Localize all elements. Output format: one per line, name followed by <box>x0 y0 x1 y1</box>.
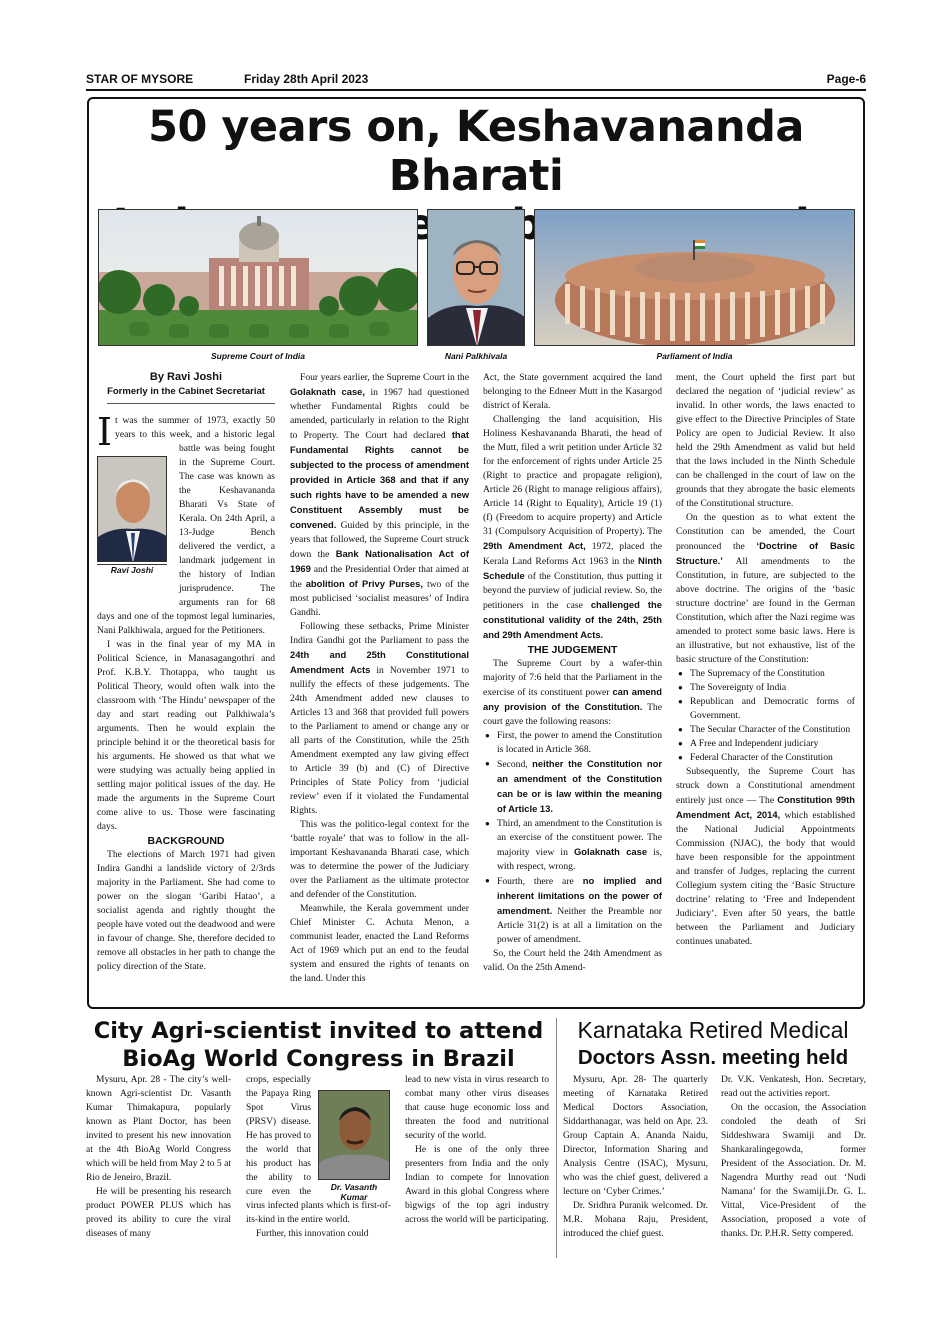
parliament-photo <box>534 209 855 346</box>
text-run: Second, <box>497 759 533 770</box>
emphasis: Ninth Schedule <box>483 555 662 581</box>
emphasis: 29th Amendment Act, <box>483 540 586 551</box>
lead-col1-paragraph-1: t was the summer of 1973, exactly 50 years to this week, and a historic legal battle was being fought in the Supreme Court. The case was known as the Keshavananda Bharati Vs State of Kerala. On 24th April, a 13-Judge Bench delivered the verdict, a landmark judgement in the history of Indian jurisprudence. The arguments ran for 68 days and one of the topmost legal luminaries, Nani Palkhiwala, argued for the Petitioners. <box>97 415 275 636</box>
photo-spacer <box>315 1073 391 1191</box>
lead-column-3 <box>483 371 662 975</box>
text-run: Four years earlier, the Supreme Court in the <box>300 372 469 383</box>
text-run: Neither the Preamble nor Article 31(2) is at all a limitation on the power of amendment. <box>497 906 662 945</box>
list-item: ● First, the power to amend the Constitution is located in Article 368. <box>483 729 662 757</box>
lead-col2-paragraph-4: Meanwhile, the Kerala government under Chief Minister C. Achuta Menon, a communist leader, enacted the Land Reforms Act of 1969 which put an end to the feudal system and ensured the rights of tenants on the land. Under this <box>290 903 469 984</box>
emphasis: Constitution 99th Amendment Act, 2014, <box>676 794 855 820</box>
nani-palkhivala-photo <box>427 209 525 346</box>
story3-column-2 <box>721 1073 866 1241</box>
byline <box>97 369 275 399</box>
emphasis: that Fundamental Rights cannot be subjected to the process of amendment provided in Article 368 and that if any such rights have to be amended a new Constituent Assembly must be convened. <box>290 429 469 530</box>
list-item <box>483 757 662 817</box>
story2-col2-paragraph-2: Further, this innovation could <box>256 1229 369 1239</box>
story2-col2-paragraph-1: crops, especially the Papaya Ring Spot Virus (PRSV) disease. He has proved to the world that his product has the ability to cure even the virus infected plants which is first-of-its-kind in the entire world. <box>246 1075 391 1225</box>
text-run: Third, an amendment to the Constitution is an exercise of the constituent power. The majority view in <box>497 818 662 858</box>
story3-headline-line-1: Karnataka Retired Medical <box>577 1017 849 1043</box>
list-item: ● Republican and Democratic forms of Government. <box>676 695 855 723</box>
story3-col1-paragraph-2: Dr. Sridhra Puranik welcomed. Dr. M.R. Mohana Raju, President, introduced the chief guest. <box>563 1201 708 1239</box>
lead-col1-paragraph-3: The elections of March 1971 had given Indira Gandhi a landslide victory of 2/3rds majority in the Parliament. She had come to power on the slogan ‘Garibi Hatao’, a socialist agenda and rightly thought the people have voted out the deadwood and were in favour of change. She, therefore decided to remove all obstacles in her path to change the policy direction of the State. <box>97 849 275 972</box>
story3-headline <box>560 1017 866 1071</box>
story3-headline-line-2: Doctors Assn. meeting held <box>577 1046 849 1069</box>
text-run: in 1967 had questioned whether Fundamental Rights could be amended, particularly in relation to the Right to Property. The Court had declared <box>290 387 469 441</box>
column-divider <box>556 1018 557 1258</box>
text-run: Subsequently, the Supreme Court has struck down a Constitutional amendment entirely just once — The <box>676 766 855 806</box>
text-run: is, with respect, wrong. <box>497 847 662 872</box>
story3-col1-paragraph-1: Mysuru, Apr. 28- The quarterly meeting of Karnataka Retired Medical Doctors Association, Siddarthanagar, was held on Apr. 23. Group Captain A. Ananda Naidu, Director, Information Sharing and Analysis Centre (ISAC), Mysuru, who was the chief guest, delivered a lecture on ‘Cyber Crimes.’ <box>563 1075 708 1197</box>
lead-column-4 <box>676 371 855 949</box>
lead-col1-paragraph-2: I was in the final year of my MA in Political Science, in Manasagangothri and Prof. K.B.Y. Thotappa, who taught us Political Theory, would often walk into the classroom with ‘The Hindu’ newspaper of the day and start reading out Palkhiwala’s arguments. Then he would explain the principle behind it or the theoretical basis for his arguments. He showed us that what we were studying was actually being applied in settling major political issues of the day. He made the arguments in the Supreme Court come alive to us. Those were fascinating days. <box>97 639 275 832</box>
lead-col4-paragraph-1: ment, the Court upheld the first part but declared the negation of ‘judicial review’ as invalid. In other words, the laws enacted to give effect to the Directive Principles of State Policy are open to Judicial Review. It also held the 29th Amendment as valid but held that the laws included in the Ninth Schedule can be challenged in the court of law on the grounds that they abrogate the basic elements of the Constitutional structure. <box>676 372 855 509</box>
text-run: two of the most publicised ‘socialist measures’ of Indira Gandhi. <box>290 579 469 618</box>
byline-rule <box>107 403 275 404</box>
text-run: in November 1971 to nullify the effects of these judgements. The 24th Amendment added new clauses to Articles 13 and 368 that provided full powers to the Parliament to amend or change any or all parts of the Constitution, while the 25th Amendment exempted any law giving effect to Article 39 (b) and (C) of Directive Principles of State Policy from ‘judicial review’ even if it violated the Fundamental Rights. <box>290 665 469 816</box>
inset-photo-spacer <box>97 449 173 601</box>
list-item: ● A Free and Independent judiciary <box>676 737 855 751</box>
judgement-reasons-list <box>483 729 662 947</box>
story2-column-1 <box>86 1073 231 1241</box>
photo-caption-palkhivala: Nani Palkhivala <box>444 351 508 361</box>
text-run: Guided by this principle, in the years that followed, the Supreme Court struck down the <box>290 520 469 560</box>
story2-headline <box>86 1017 551 1073</box>
subhead-the-judgement: THE JUDGEMENT <box>527 644 618 656</box>
photo-caption-vasanth-kumar: Dr. Vasanth Kumar <box>330 1182 378 1202</box>
story3-col2-paragraph-1: Dr. V.K. Venkatesh, Hon. Secretary, read out the activities report. <box>721 1075 866 1099</box>
lead-col4-paragraph-3 <box>676 765 855 949</box>
lead-col3-paragraph-1: Act, the State government acquired the land belonging to the Edneer Mutt in the Kasargod district of Kerala. <box>483 372 662 411</box>
text-run: and the Presidential Order that aimed at the <box>290 564 469 590</box>
lead-col2-paragraph-1 <box>290 371 469 620</box>
text-run: of the Constitution, thus putting it beyond the purview of judicial review. So, the petitioners in the case <box>483 571 662 611</box>
emphasis: Golaknath case <box>574 846 648 857</box>
emphasis: no implied and inherent limitations on the power of amendment. <box>497 875 662 916</box>
emphasis: abolition of Privy Purses, <box>305 578 423 589</box>
emphasis: Bank Nationalisation Act of 1969 <box>290 548 469 574</box>
list-item: ● The Sovereignty of India <box>676 681 855 695</box>
text-run: Following these setbacks, Prime Minister Indira Gandhi got the Parliament to pass the <box>290 621 469 646</box>
text-run: On the question as to what extent the Constitution can be amended, the Court pronounced the <box>676 512 855 552</box>
list-item: ● The Secular Character of the Constitution <box>676 723 855 737</box>
story2-col1-paragraph-2: He will be presenting his research product POWER PLUS which has proved its ability to cure the viral diseases of many <box>86 1187 231 1239</box>
lead-col2-paragraph-3: This was the politico-legal context for the ‘battle royale’ that was to follow in the all-important Keshavananda Bharati case, which was to determine the power of the Judiciary over the Parliament as the ultimate protector and defender of the Constitution. <box>290 819 469 900</box>
emphasis: ‘Doctrine of Basic Structure.’ <box>676 540 855 566</box>
text-run: All amendments to the Constitution, in future, are subjected to the above doctrine. The origins of the ‘basic structure doctrine’ are found in the German Constitution, which after the Nazi regime was amended to protect some basic laws. Here is an illustrative, but not exhaustive, list of the basic structure of the Constitution: <box>676 556 855 665</box>
story2-headline-line-1: City Agri-scientist invited to attend <box>93 1018 544 1044</box>
text-run: which established the National Judicial Appointments Commission (NJAC), the body that would have been responsible for the appointment and transfer of Judges, replacing the current Collegium system citing the ‘Basic Structure doctrine’ relating to ‘Free and Independent Judiciary’. Even after 50 years, the battle between the Parliament and Judiciary continues unabated. <box>676 810 855 947</box>
text-run: The court gave the following reasons: <box>483 702 662 727</box>
list-item <box>483 874 662 947</box>
story3-column-1 <box>563 1073 708 1241</box>
text-run: 1972, placed the Kerala Land Reforms Act 1963 in the <box>483 541 663 567</box>
lead-col4-paragraph-2 <box>676 511 855 667</box>
story3-col2-paragraph-2: On the occasion, the Association condoled the death of Sri Siddeshwara Swamiji and Dr. Shankaralingegowda, former President of the Association. Dr. M. Nagendra Murthy read out ‘Nudi Namana’ for the Swamiji.Dr. G. L. Vittal, Vice-President of the Association, proposed a vote of thanks. Dr. P.H.R. Setty compered. <box>721 1103 866 1239</box>
supreme-court-photo <box>98 209 418 346</box>
page-number: Page-6 <box>826 72 866 86</box>
story2-headline-line-2: BioAg World Congress in Brazil <box>122 1046 515 1072</box>
lead-col3-paragraph-4: So, the Court held the 24th Amendment as valid. On the 25th Amend- <box>483 948 662 973</box>
lead-col3-paragraph-2 <box>483 413 662 643</box>
story2-col1-paragraph-1: Mysuru, Apr. 28 - The city’s well-known Agri-scientist Dr. Vasanth Kumar Thimakapura, popularly known as Plant Doctor, has been invited to present his new innovation at the 4th BioAg World Congress which will be held from May 2 to 5 at Rio de Jeneiro, Brazil. <box>86 1075 231 1183</box>
story2-col3-paragraph-2: He is one of the only three presenters from India and the only Indian to compete for Innovation Award in this global Congress where bigwigs of the top agri industry across the world will be participating. <box>405 1145 549 1225</box>
list-item: ● Federal Character of the Constitution <box>676 751 855 765</box>
lead-column-1 <box>97 410 275 974</box>
emphasis: neither the Constitution nor an amendment of the Constitution can be or is law within the meaning of Article 13. <box>497 758 662 814</box>
story2-column-2 <box>246 1073 391 1241</box>
photo-caption-parliament: Parliament of India <box>656 351 733 361</box>
lead-column-2 <box>290 371 469 986</box>
lead-headline-line-1: 50 years on, Keshavananda Bharati <box>148 102 804 201</box>
text-run: Fourth, there are <box>497 876 583 887</box>
byline-role: Formerly in the Cabinet Secretariat <box>107 386 265 397</box>
byline-author: By Ravi Joshi <box>149 371 223 383</box>
emphasis: challenged the constitutional validity of the 24th, 25th and 29th Amendment Acts. <box>483 599 662 640</box>
text-run: Challenging the land acquisition, His Holiness Keshavananda Bharati, the head of the Mutt, filed a writ petition under Article 32 for the enforcement of rights under Article 25 (Right to practice and propagate religion), Article 26 (Right to manage religious affairs), Article 14 (Right to Equality), Article 19 (1)(f) (Freedom to acquire property) and Article 31 (Compulsory Acquisition of Property). The <box>483 414 662 537</box>
subhead-background: BACKGROUND <box>147 835 225 847</box>
issue-date: Friday 28th April 2023 <box>244 72 369 86</box>
photo-caption-ravi-joshi: Ravi Joshi <box>97 564 167 575</box>
story2-col3-paragraph-1: lead to new vista in virus research to combat many other virus diseases that cause huge economic loss and threaten the food and nutritional security of the world. <box>405 1075 549 1141</box>
photo-caption-supreme-court: Supreme Court of India <box>211 351 305 361</box>
dropcap: I <box>97 410 113 454</box>
list-item <box>483 817 662 874</box>
basic-structure-list <box>676 667 855 765</box>
lead-col3-paragraph-3 <box>483 657 662 729</box>
masthead-rule <box>86 89 866 91</box>
lead-col2-paragraph-2 <box>290 620 469 818</box>
story2-column-3 <box>405 1073 549 1227</box>
list-item: ● The Supremacy of the Constitution <box>676 667 855 681</box>
emphasis: 24th and 25th Constitutional Amendment Acts <box>290 649 469 675</box>
emphasis: can amend any provision of the Constitution. <box>483 686 662 712</box>
emphasis: Golaknath case, <box>290 386 365 397</box>
text-run: The Supreme Court by a wafer-thin majority of 7:6 held that the Parliament in the exercise of its constituent power <box>483 658 662 698</box>
newspaper-name: STAR OF MYSORE <box>86 72 194 86</box>
